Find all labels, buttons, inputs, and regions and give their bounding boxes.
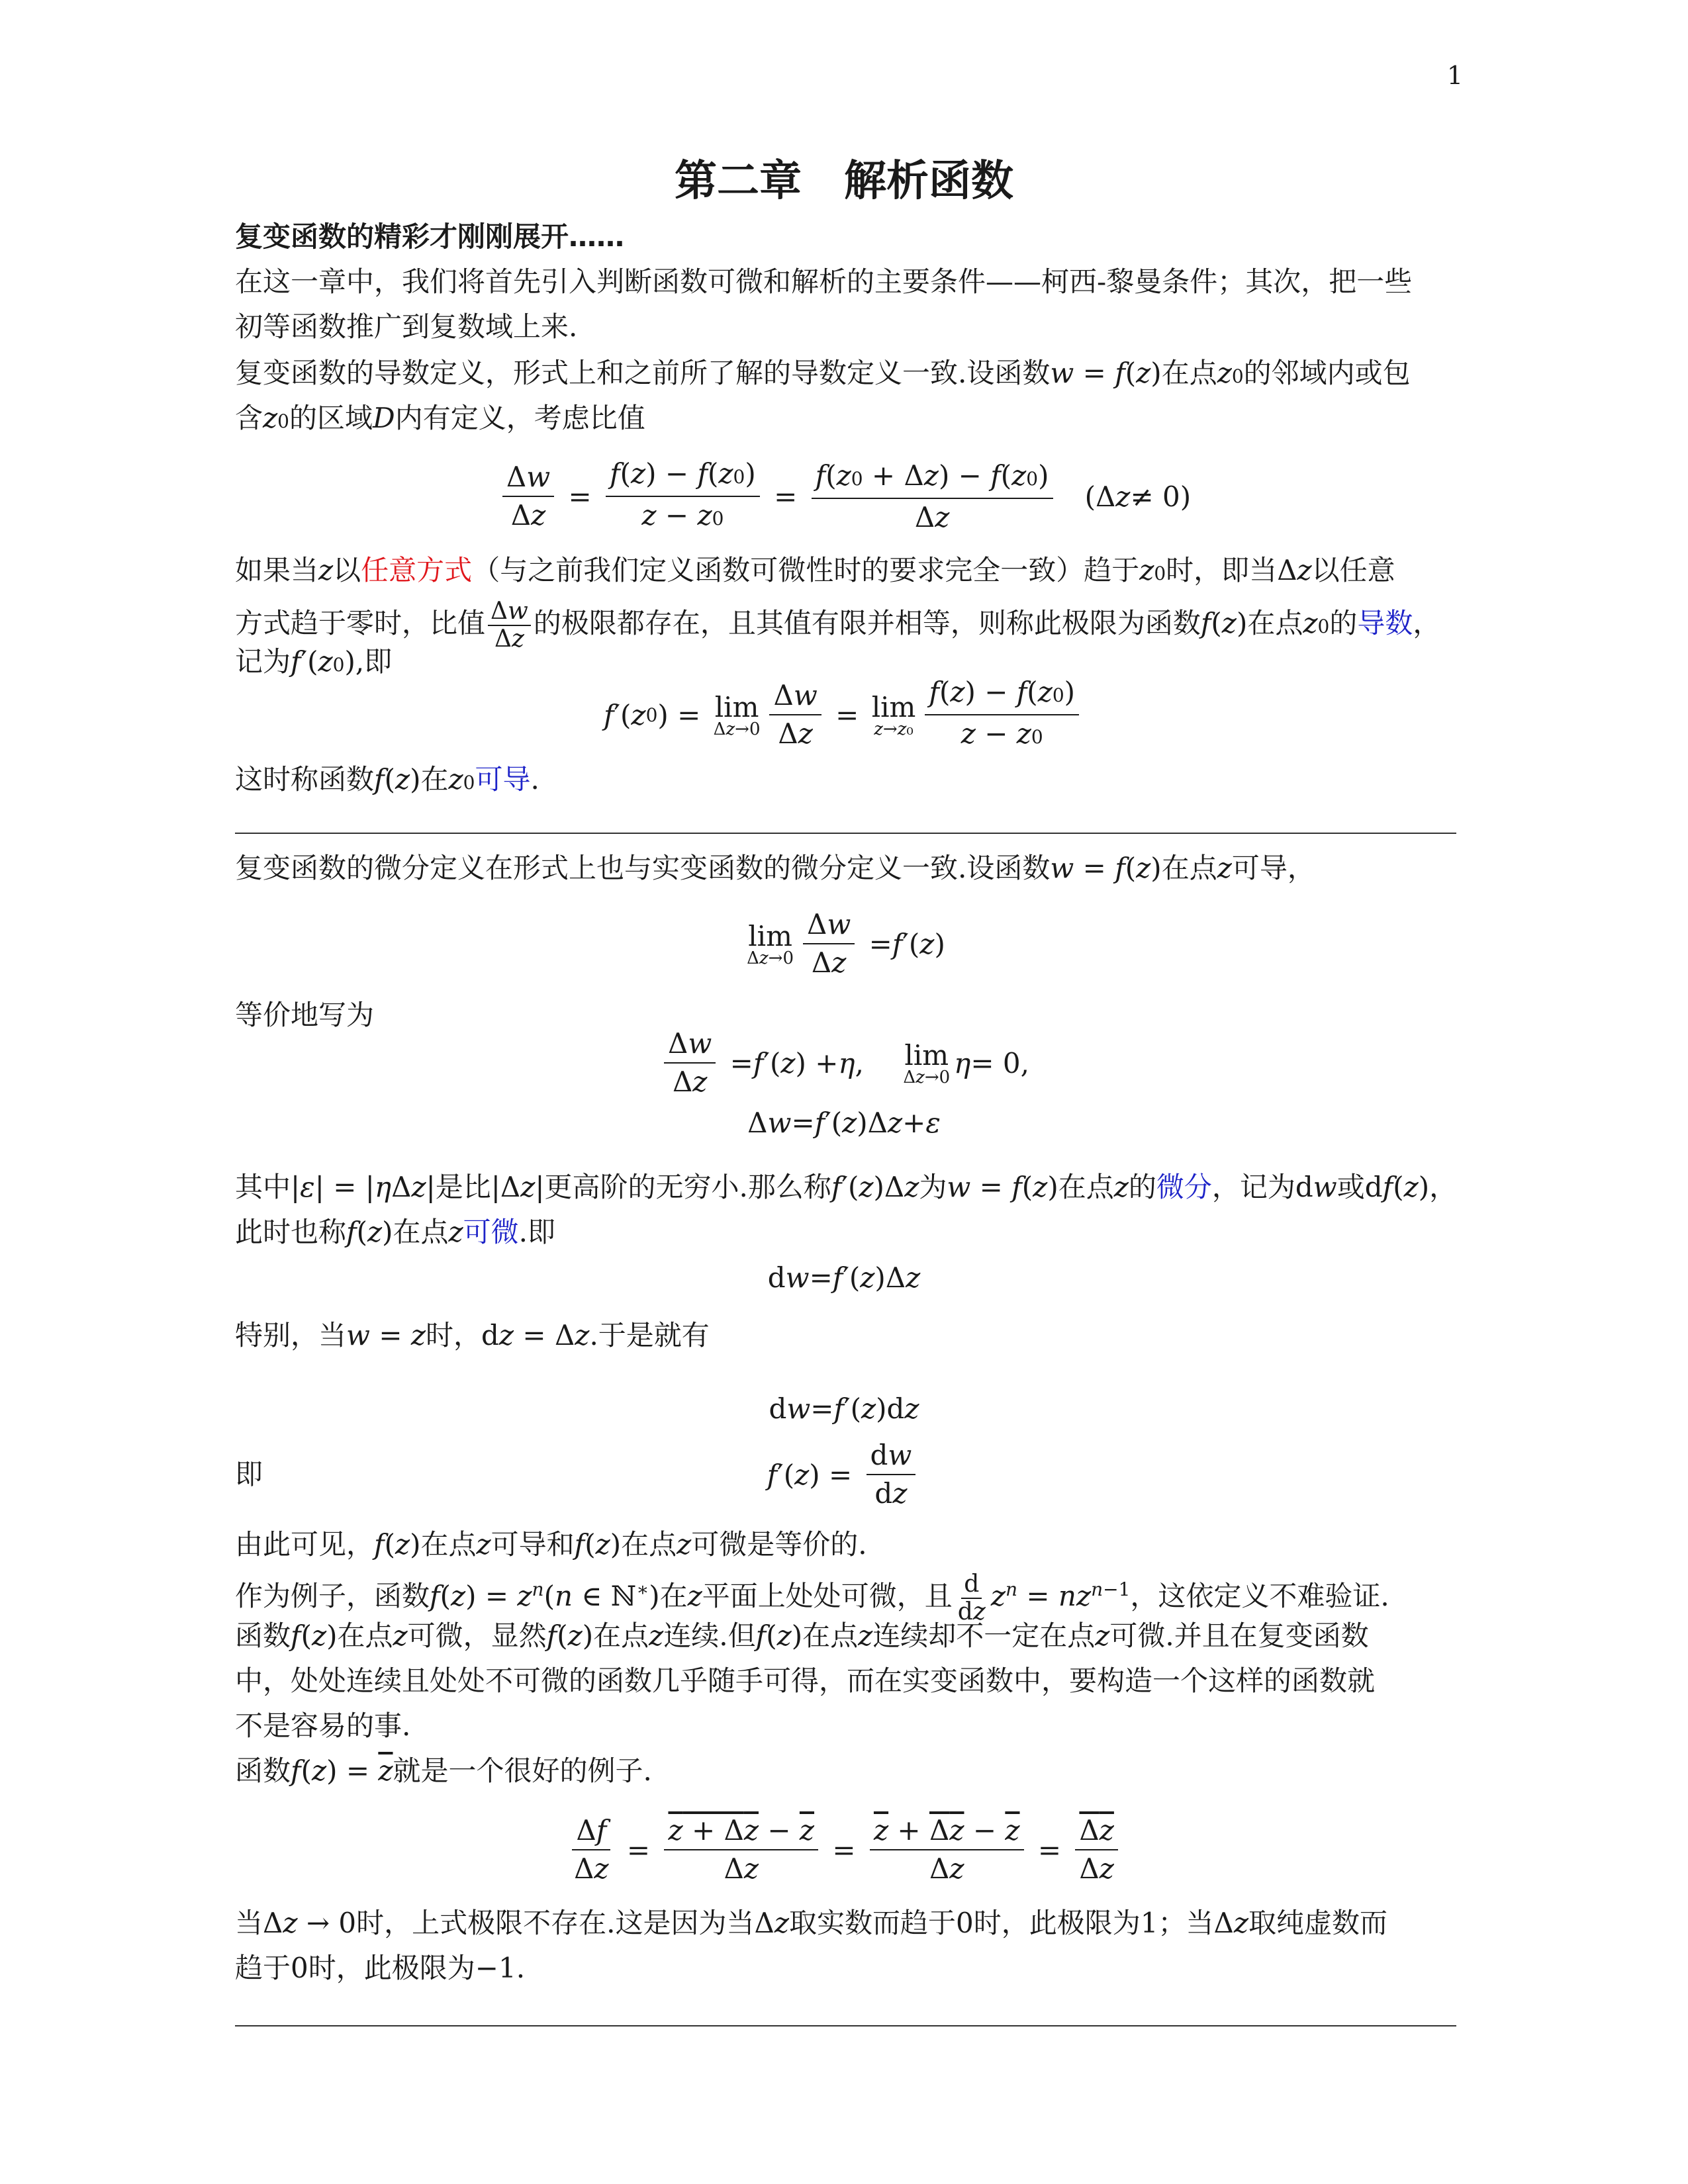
derivative-term: 导数 — [1357, 607, 1413, 639]
paragraph-11-line-1: 函数f(z)在点z可微，显然f(z)在点z连续.但f(z)在点z连续却不一定在点z可微.并且在复变函数 — [235, 1619, 1369, 1652]
equation-derivative-limit: f ′( z 0 ) = lim Δz→0 $\frac{\Delta w}{\Delta z}$ = lim z→z₀ $\frac{f(z) - f(z0)}{z - z0}$ — [0, 675, 1688, 754]
equation-differential: d w = f ′( z )Δ z — [767, 1261, 921, 1294]
paragraph-8: 特别，当w = z时，dz = Δz.于是就有 — [235, 1319, 710, 1351]
page-number: 1 — [1446, 61, 1463, 90]
paragraph-7-line-2: 此时也称f(z)在点z可微.即 — [235, 1216, 556, 1248]
paragraph-13-line-1: 当Δz → 0时，上式极限不存在.这是因为当Δz取实数而趋于0时，此极限为1；当Δz取纯虚数而 — [235, 1907, 1387, 1939]
equation-equivalent-form-2: Δ w = f ′( z )Δ z + ε — [747, 1106, 941, 1139]
paragraph-4: 这时称函数f(z)在z0可导. — [235, 763, 539, 796]
chapter-title: 第二章 解析函数 — [675, 157, 1013, 206]
equation-fprime-dw-dz: f ′( z ) = $\frac{dw}{dz}$ — [0, 1435, 1688, 1514]
paragraph-3-line-1: 如果当z以任意方式（与之前我们定义函数可微性时的要求完全一致）趋于z0时，即当Δz以任意 — [235, 554, 1395, 586]
paragraph-13-line-2: 趋于0时，此极限为−1. — [235, 1952, 526, 1984]
equation-difference-quotient: $\frac{\Delta w}{\Delta z}$ = $\frac{f(z) - f(z0)}{z - z0}$ = $\frac{f(z0 + \Delta z) - f(z0)}{\Delta z}$ (Δ z ≠ 0) — [0, 457, 1688, 536]
paragraph-2-line-2: 含z0的区域D内有定义，考虑比值 — [235, 402, 645, 434]
paragraph-11-line-3: 不是容易的事. — [235, 1709, 411, 1742]
paragraph-2-line-1: 复变函数的导数定义，形式上和之前所了解的导数定义一致.设函数w = f(z)在点z0的邻域内或包 — [235, 357, 1411, 389]
label-ji: 即 — [235, 1458, 263, 1490]
paragraph-5: 复变函数的微分定义在形式上也与实变函数的微分定义一致.设函数w = f(z)在点z可导， — [235, 852, 1315, 884]
paragraph-3-line-2: 方式趋于零时，比值 $\frac{\Delta w}{\Delta z}$ 的极限都存在，且其值有限并相等，则称此极限为函数f(z)在点z0的导数， — [235, 598, 1441, 653]
paragraph-6: 等价地写为 — [235, 999, 375, 1031]
any-way-highlight: 任意方式 — [361, 554, 473, 586]
paragraph-11-line-2: 中，处处连续且处处不可微的函数几乎随手可得，而在实变函数中，要构造一个这样的函数就 — [235, 1664, 1376, 1697]
section-divider-2 — [235, 2025, 1456, 2026]
paragraph-1-line-1: 在这一章中，我们将首先引入判断函数可微和解析的主要条件——柯西-黎曼条件；其次，把一些 — [235, 265, 1413, 298]
paragraph-10: 作为例子，函数$f(z) = z^n(n$ ∈ ℕ∗)在z平面上处处可微，且 $\frac{d}{dz}$ $z^n = nz^{n-1}$，这依定义不难验证. — [235, 1570, 1389, 1625]
equation-equivalent-form-1: $\frac{\Delta w}{\Delta z}$ = f ′( z ) + η , lim Δz→0 η = 0, — [0, 1023, 1688, 1103]
equation-dw-fprime-dz: d w = f ′( z )d z — [769, 1392, 919, 1425]
differentiable-term-derivative: 可导 — [475, 763, 531, 796]
paragraph-12: 函数$f(z) = \overline{z}$就是一个很好的例子. — [235, 1754, 652, 1787]
equation-conjugate-example: $\frac{\Delta f}{\Delta z}$ = $\frac{z + \Delta z - \overline{z}}{\Delta z}$ = $\frac{\overline{z} + \Delta z - \overline{z}}{\Delta z}$ = $\frac{\Delta z}{\Delta z}$ — [0, 1807, 1688, 1893]
paragraph-9: 由此可见，f(z)在点z可导和f(z)在点z可微是等价的. — [235, 1528, 867, 1561]
paragraph-1-line-2: 初等函数推广到复数域上来. — [235, 310, 578, 343]
paragraph-7-line-1: 其中|ε| = |ηΔz|是比|Δz|更高阶的无穷小.那么称f′(z)Δz为w = f(z)在点z的微分，记为dw或df(z)， — [235, 1171, 1458, 1203]
differentiable-term-differential: 可微 — [463, 1216, 519, 1248]
section-divider-1 — [235, 833, 1456, 834]
equation-limit-fprime: lim Δz→0 $\frac{\Delta w}{\Delta z}$ = f ′( z ) — [0, 904, 1688, 983]
intro-heading: 复变函数的精彩才刚刚展开…… — [235, 220, 625, 253]
differential-term: 微分 — [1156, 1171, 1212, 1203]
paragraph-3-line-3: 记为f′(z0),即 — [235, 645, 393, 678]
